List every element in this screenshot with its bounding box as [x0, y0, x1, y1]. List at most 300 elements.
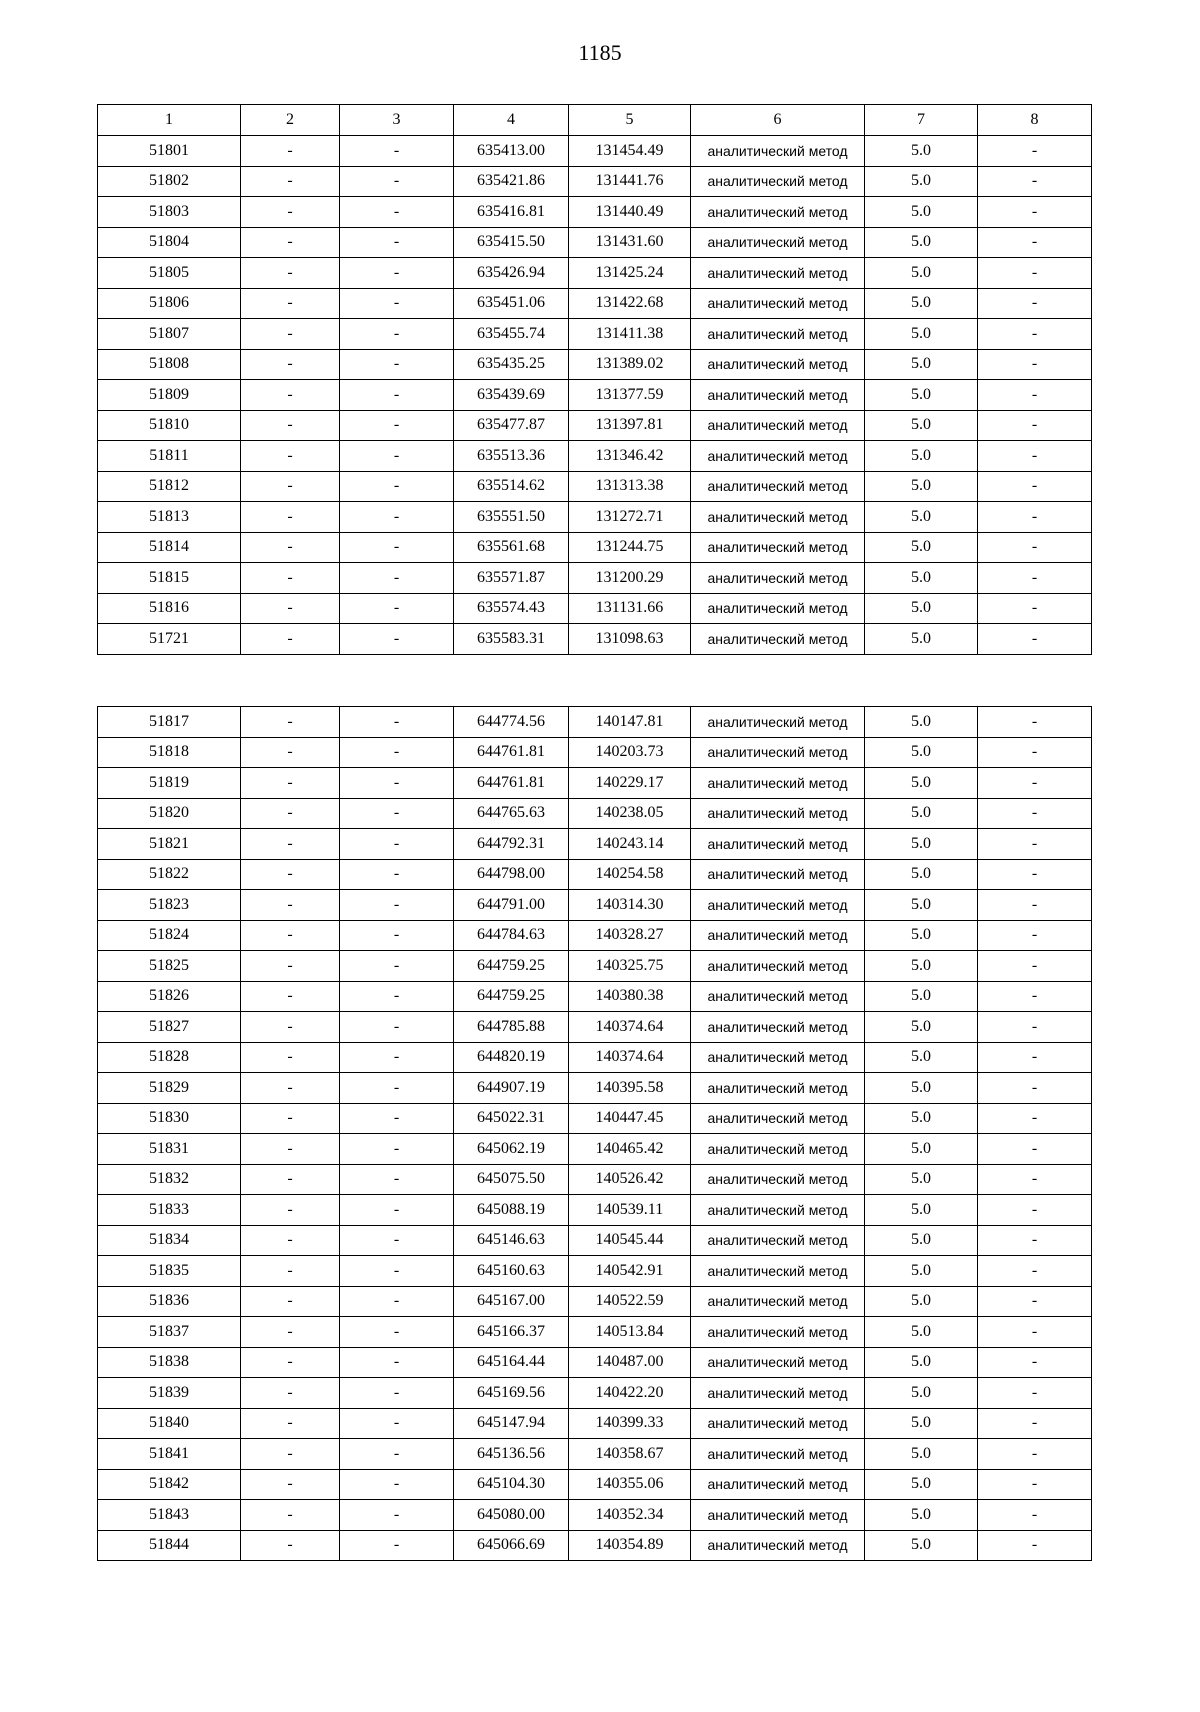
table-cell-col-3: - — [340, 227, 454, 258]
table-cell-col-3: - — [340, 1256, 454, 1287]
table-cell-col-1: 51825 — [98, 951, 241, 982]
table-cell-col-5: 131131.66 — [569, 593, 691, 624]
table-cell-col-8: - — [978, 1408, 1092, 1439]
table-cell-col-4: 635415.50 — [454, 227, 569, 258]
table-cell-col-8: - — [978, 768, 1092, 799]
table-cell-col-8: - — [978, 707, 1092, 738]
table-cell-col-7: 5.0 — [865, 707, 978, 738]
table-cell-col-2: - — [241, 1378, 340, 1409]
table-cell-col-4: 645080.00 — [454, 1500, 569, 1531]
table-cell-col-5: 140147.81 — [569, 707, 691, 738]
table-cell-col-3: - — [340, 951, 454, 982]
table-cell-col-2: - — [241, 319, 340, 350]
table-cell-col-4: 645062.19 — [454, 1134, 569, 1165]
table-cell-col-3: - — [340, 981, 454, 1012]
table-cell-col-4: 644907.19 — [454, 1073, 569, 1104]
table-cell-col-2: - — [241, 258, 340, 289]
table-cell-col-1: 51803 — [98, 197, 241, 228]
table-cell-col-6: аналитический метод — [691, 258, 865, 289]
table-cell-col-6: аналитический метод — [691, 1347, 865, 1378]
table-cell-col-6: аналитический метод — [691, 1469, 865, 1500]
table-cell-col-1: 51829 — [98, 1073, 241, 1104]
table-cell-col-2: - — [241, 1256, 340, 1287]
table-cell-col-8: - — [978, 1073, 1092, 1104]
table-cell-col-6: аналитический метод — [691, 166, 865, 197]
table-cell-col-3: - — [340, 1317, 454, 1348]
table-row — [98, 227, 1092, 258]
table-cell-col-5: 131425.24 — [569, 258, 691, 289]
table-cell-col-3: - — [340, 1439, 454, 1470]
table-cell-col-8: - — [978, 737, 1092, 768]
table-cell-col-5: 131244.75 — [569, 532, 691, 563]
table-cell-col-4: 635416.81 — [454, 197, 569, 228]
table-cell-col-7: 5.0 — [865, 1408, 978, 1439]
table-cell-col-3: - — [340, 1073, 454, 1104]
table-row — [98, 563, 1092, 594]
table-cell-col-6: аналитический метод — [691, 136, 865, 167]
table-cell-col-2: - — [241, 890, 340, 921]
table-cell-col-8: - — [978, 951, 1092, 982]
table-cell-col-8: - — [978, 502, 1092, 533]
table-cell-col-1: 51830 — [98, 1103, 241, 1134]
table-cell-col-8: - — [978, 1347, 1092, 1378]
table-cell-col-3: - — [340, 502, 454, 533]
table-cell-col-5: 131313.38 — [569, 471, 691, 502]
table-header-row — [98, 105, 1092, 136]
table-cell-col-8: - — [978, 532, 1092, 563]
table-row — [98, 1500, 1092, 1531]
table-row — [98, 829, 1092, 860]
table-cell-col-5: 140422.20 — [569, 1378, 691, 1409]
table-cell-col-7: 5.0 — [865, 1164, 978, 1195]
table-cell-col-7: 5.0 — [865, 380, 978, 411]
table-cell-col-3: - — [340, 768, 454, 799]
table-cell-col-4: 645164.44 — [454, 1347, 569, 1378]
table-cell-col-8: - — [978, 1256, 1092, 1287]
table-cell-col-7: 5.0 — [865, 859, 978, 890]
column-header: 3 — [340, 105, 454, 136]
table-cell-col-6: аналитический метод — [691, 1073, 865, 1104]
table-row — [98, 1042, 1092, 1073]
column-header: 5 — [569, 105, 691, 136]
table-cell-col-1: 51844 — [98, 1530, 241, 1561]
table-row — [98, 951, 1092, 982]
table-cell-col-7: 5.0 — [865, 1347, 978, 1378]
table-cell-col-8: - — [978, 1225, 1092, 1256]
table-cell-col-2: - — [241, 166, 340, 197]
table-cell-col-8: - — [978, 1134, 1092, 1165]
table-cell-col-1: 51811 — [98, 441, 241, 472]
table-cell-col-6: аналитический метод — [691, 1317, 865, 1348]
table-cell-col-6: аналитический метод — [691, 829, 865, 860]
table-row — [98, 1378, 1092, 1409]
table-cell-col-2: - — [241, 1347, 340, 1378]
table-cell-col-8: - — [978, 563, 1092, 594]
table-cell-col-6: аналитический метод — [691, 532, 865, 563]
table-cell-col-3: - — [340, 349, 454, 380]
table-cell-col-5: 131422.68 — [569, 288, 691, 319]
table-cell-col-4: 635583.31 — [454, 624, 569, 655]
table-cell-col-3: - — [340, 707, 454, 738]
table-cell-col-8: - — [978, 288, 1092, 319]
column-header: 1 — [98, 105, 241, 136]
table-cell-col-5: 140526.42 — [569, 1164, 691, 1195]
table-cell-col-4: 645066.69 — [454, 1530, 569, 1561]
table-cell-col-2: - — [241, 920, 340, 951]
table-cell-col-8: - — [978, 859, 1092, 890]
table-cell-col-2: - — [241, 227, 340, 258]
table-cell-col-2: - — [241, 593, 340, 624]
table-row — [98, 920, 1092, 951]
table-cell-col-2: - — [241, 1439, 340, 1470]
table-cell-col-2: - — [241, 1225, 340, 1256]
table-cell-col-8: - — [978, 227, 1092, 258]
table-cell-col-2: - — [241, 563, 340, 594]
table-cell-col-8: - — [978, 380, 1092, 411]
table-cell-col-7: 5.0 — [865, 288, 978, 319]
table-cell-col-2: - — [241, 1286, 340, 1317]
table-cell-col-8: - — [978, 624, 1092, 655]
table-cell-col-5: 131440.49 — [569, 197, 691, 228]
table-cell-col-8: - — [978, 1103, 1092, 1134]
table-cell-col-6: аналитический метод — [691, 349, 865, 380]
table-cell-col-1: 51833 — [98, 1195, 241, 1226]
table-cell-col-5: 140545.44 — [569, 1225, 691, 1256]
table-cell-col-6: аналитический метод — [691, 563, 865, 594]
table-cell-col-7: 5.0 — [865, 1378, 978, 1409]
table-cell-col-2: - — [241, 349, 340, 380]
table-cell-col-6: аналитический метод — [691, 981, 865, 1012]
table-cell-col-3: - — [340, 593, 454, 624]
table-row — [98, 890, 1092, 921]
table-row — [98, 380, 1092, 411]
table-cell-col-6: аналитический метод — [691, 890, 865, 921]
table-cell-col-2: - — [241, 502, 340, 533]
table-cell-col-7: 5.0 — [865, 1256, 978, 1287]
table-cell-col-1: 51807 — [98, 319, 241, 350]
table-cell-col-4: 635513.36 — [454, 441, 569, 472]
table-cell-col-7: 5.0 — [865, 890, 978, 921]
table-cell-col-5: 131441.76 — [569, 166, 691, 197]
table-cell-col-6: аналитический метод — [691, 1195, 865, 1226]
table-cell-col-4: 635451.06 — [454, 288, 569, 319]
table-cell-col-4: 644765.63 — [454, 798, 569, 829]
table-cell-col-3: - — [340, 258, 454, 289]
table-cell-col-6: аналитический метод — [691, 859, 865, 890]
table-cell-col-6: аналитический метод — [691, 1500, 865, 1531]
table-cell-col-6: аналитический метод — [691, 380, 865, 411]
table-cell-col-2: - — [241, 1195, 340, 1226]
table-cell-col-2: - — [241, 532, 340, 563]
coordinates-table-top — [97, 104, 1092, 655]
table-cell-col-1: 51802 — [98, 166, 241, 197]
table-cell-col-5: 131431.60 — [569, 227, 691, 258]
table-cell-col-6: аналитический метод — [691, 1134, 865, 1165]
table-cell-col-6: аналитический метод — [691, 410, 865, 441]
table-cell-col-5: 131272.71 — [569, 502, 691, 533]
table-row — [98, 1225, 1092, 1256]
table-row — [98, 258, 1092, 289]
table-cell-col-5: 140352.34 — [569, 1500, 691, 1531]
table-cell-col-4: 635455.74 — [454, 319, 569, 350]
column-header: 7 — [865, 105, 978, 136]
table-cell-col-5: 131411.38 — [569, 319, 691, 350]
table-cell-col-4: 645146.63 — [454, 1225, 569, 1256]
table-cell-col-8: - — [978, 1195, 1092, 1226]
table-row — [98, 1530, 1092, 1561]
table-cell-col-2: - — [241, 380, 340, 411]
table-cell-col-3: - — [340, 380, 454, 411]
table-cell-col-7: 5.0 — [865, 1195, 978, 1226]
table-row — [98, 1347, 1092, 1378]
table-cell-col-8: - — [978, 1042, 1092, 1073]
table-cell-col-5: 140447.45 — [569, 1103, 691, 1134]
table-cell-col-6: аналитический метод — [691, 737, 865, 768]
table-cell-col-5: 140399.33 — [569, 1408, 691, 1439]
table-cell-col-4: 645160.63 — [454, 1256, 569, 1287]
table-cell-col-3: - — [340, 798, 454, 829]
table-cell-col-3: - — [340, 829, 454, 860]
table-cell-col-6: аналитический метод — [691, 1225, 865, 1256]
table-cell-col-5: 140358.67 — [569, 1439, 691, 1470]
table-cell-col-7: 5.0 — [865, 197, 978, 228]
table-cell-col-6: аналитический метод — [691, 1012, 865, 1043]
table-cell-col-7: 5.0 — [865, 319, 978, 350]
table-cell-col-1: 51828 — [98, 1042, 241, 1073]
table-cell-col-1: 51838 — [98, 1347, 241, 1378]
table-cell-col-6: аналитический метод — [691, 593, 865, 624]
table-cell-col-1: 51842 — [98, 1469, 241, 1500]
table-cell-col-1: 51834 — [98, 1225, 241, 1256]
table-cell-col-6: аналитический метод — [691, 1042, 865, 1073]
table-row — [98, 1164, 1092, 1195]
table-cell-col-3: - — [340, 197, 454, 228]
table-cell-col-7: 5.0 — [865, 951, 978, 982]
table-cell-col-8: - — [978, 1469, 1092, 1500]
table-cell-col-4: 635561.68 — [454, 532, 569, 563]
table-row — [98, 768, 1092, 799]
table-cell-col-4: 635551.50 — [454, 502, 569, 533]
table-cell-col-7: 5.0 — [865, 532, 978, 563]
table-cell-col-4: 644784.63 — [454, 920, 569, 951]
table-cell-col-2: - — [241, 1530, 340, 1561]
table-cell-col-1: 51721 — [98, 624, 241, 655]
table-cell-col-2: - — [241, 410, 340, 441]
table-cell-col-8: - — [978, 798, 1092, 829]
table-cell-col-3: - — [340, 319, 454, 350]
table-row — [98, 471, 1092, 502]
table-cell-col-1: 51812 — [98, 471, 241, 502]
table-cell-col-1: 51837 — [98, 1317, 241, 1348]
table-row — [98, 410, 1092, 441]
table-cell-col-1: 51821 — [98, 829, 241, 860]
table-cell-col-5: 140238.05 — [569, 798, 691, 829]
table-cell-col-3: - — [340, 1378, 454, 1409]
table-cell-col-2: - — [241, 737, 340, 768]
table-cell-col-7: 5.0 — [865, 1103, 978, 1134]
table-row — [98, 798, 1092, 829]
table-cell-col-3: - — [340, 1530, 454, 1561]
table-row — [98, 532, 1092, 563]
table-cell-col-6: аналитический метод — [691, 920, 865, 951]
table-cell-col-1: 51809 — [98, 380, 241, 411]
table-cell-col-2: - — [241, 197, 340, 228]
table-cell-col-1: 51808 — [98, 349, 241, 380]
table-cell-col-6: аналитический метод — [691, 319, 865, 350]
table-cell-col-8: - — [978, 349, 1092, 380]
table-row — [98, 1469, 1092, 1500]
table-cell-col-3: - — [340, 1225, 454, 1256]
table-cell-col-3: - — [340, 136, 454, 167]
table-cell-col-1: 51835 — [98, 1256, 241, 1287]
table-cell-col-7: 5.0 — [865, 1317, 978, 1348]
table-row — [98, 319, 1092, 350]
table-cell-col-7: 5.0 — [865, 1012, 978, 1043]
table-cell-col-7: 5.0 — [865, 1225, 978, 1256]
table-cell-col-1: 51806 — [98, 288, 241, 319]
table-cell-col-4: 644792.31 — [454, 829, 569, 860]
table-cell-col-3: - — [340, 1469, 454, 1500]
table-cell-col-1: 51831 — [98, 1134, 241, 1165]
table-cell-col-7: 5.0 — [865, 1500, 978, 1531]
table-cell-col-1: 51820 — [98, 798, 241, 829]
table-row — [98, 707, 1092, 738]
table-cell-col-6: аналитический метод — [691, 197, 865, 228]
table-cell-col-2: - — [241, 798, 340, 829]
table-cell-col-7: 5.0 — [865, 624, 978, 655]
table-cell-col-7: 5.0 — [865, 1439, 978, 1470]
table-cell-col-3: - — [340, 624, 454, 655]
table-cell-col-5: 140539.11 — [569, 1195, 691, 1226]
table-cell-col-7: 5.0 — [865, 1042, 978, 1073]
table-cell-col-1: 51836 — [98, 1286, 241, 1317]
table-row — [98, 1408, 1092, 1439]
table-cell-col-3: - — [340, 859, 454, 890]
table-cell-col-1: 51816 — [98, 593, 241, 624]
table-cell-col-7: 5.0 — [865, 349, 978, 380]
table-cell-col-8: - — [978, 410, 1092, 441]
table-cell-col-6: аналитический метод — [691, 1256, 865, 1287]
table-cell-col-8: - — [978, 829, 1092, 860]
table-cell-col-5: 140374.64 — [569, 1012, 691, 1043]
table-cell-col-4: 645022.31 — [454, 1103, 569, 1134]
table-cell-col-7: 5.0 — [865, 1530, 978, 1561]
table-cell-col-8: - — [978, 166, 1092, 197]
table-cell-col-8: - — [978, 258, 1092, 289]
table-cell-col-6: аналитический метод — [691, 1286, 865, 1317]
table-cell-col-2: - — [241, 981, 340, 1012]
table-cell-col-1: 51841 — [98, 1439, 241, 1470]
table-row — [98, 1317, 1092, 1348]
table-cell-col-5: 131389.02 — [569, 349, 691, 380]
table-cell-col-1: 51832 — [98, 1164, 241, 1195]
table-cell-col-5: 140513.84 — [569, 1317, 691, 1348]
table-row — [98, 197, 1092, 228]
table-row — [98, 1195, 1092, 1226]
table-cell-col-8: - — [978, 890, 1092, 921]
table-cell-col-3: - — [340, 471, 454, 502]
table-cell-col-8: - — [978, 319, 1092, 350]
table-cell-col-7: 5.0 — [865, 471, 978, 502]
table-cell-col-1: 51818 — [98, 737, 241, 768]
table-cell-col-4: 644785.88 — [454, 1012, 569, 1043]
table-cell-col-7: 5.0 — [865, 920, 978, 951]
table-cell-col-2: - — [241, 1103, 340, 1134]
table-row — [98, 1012, 1092, 1043]
table-cell-col-6: аналитический метод — [691, 768, 865, 799]
table-cell-col-3: - — [340, 1012, 454, 1043]
table-cell-col-7: 5.0 — [865, 1469, 978, 1500]
page-number: 1185 — [578, 40, 622, 65]
table-cell-col-5: 131397.81 — [569, 410, 691, 441]
table-cell-col-1: 51823 — [98, 890, 241, 921]
table-cell-col-7: 5.0 — [865, 768, 978, 799]
table-cell-col-7: 5.0 — [865, 981, 978, 1012]
table-cell-col-4: 635571.87 — [454, 563, 569, 594]
table-cell-col-5: 140395.58 — [569, 1073, 691, 1104]
table-row — [98, 441, 1092, 472]
table-row — [98, 502, 1092, 533]
table-cell-col-2: - — [241, 859, 340, 890]
table-cell-col-3: - — [340, 890, 454, 921]
table-cell-col-2: - — [241, 1042, 340, 1073]
column-header: 2 — [241, 105, 340, 136]
table-cell-col-6: аналитический метод — [691, 707, 865, 738]
table-cell-col-2: - — [241, 471, 340, 502]
table-row — [98, 1286, 1092, 1317]
table-cell-col-5: 140487.00 — [569, 1347, 691, 1378]
table-cell-col-4: 644761.81 — [454, 768, 569, 799]
table-cell-col-7: 5.0 — [865, 136, 978, 167]
table-cell-col-4: 645088.19 — [454, 1195, 569, 1226]
table-cell-col-2: - — [241, 1500, 340, 1531]
table-cell-col-7: 5.0 — [865, 593, 978, 624]
table-cell-col-8: - — [978, 136, 1092, 167]
table-cell-col-6: аналитический метод — [691, 471, 865, 502]
table-cell-col-3: - — [340, 288, 454, 319]
table-cell-col-3: - — [340, 737, 454, 768]
table-cell-col-3: - — [340, 920, 454, 951]
table-row — [98, 981, 1092, 1012]
table-cell-col-1: 51817 — [98, 707, 241, 738]
table-cell-col-6: аналитический метод — [691, 624, 865, 655]
table-cell-col-2: - — [241, 1164, 340, 1195]
table-cell-col-3: - — [340, 166, 454, 197]
table-cell-col-3: - — [340, 1164, 454, 1195]
table-cell-col-3: - — [340, 532, 454, 563]
table-cell-col-2: - — [241, 624, 340, 655]
table-cell-col-5: 140229.17 — [569, 768, 691, 799]
table-cell-col-4: 644759.25 — [454, 981, 569, 1012]
table-cell-col-5: 140465.42 — [569, 1134, 691, 1165]
table-cell-col-2: - — [241, 1134, 340, 1165]
table-cell-col-6: аналитический метод — [691, 288, 865, 319]
table-cell-col-1: 51815 — [98, 563, 241, 594]
table-cell-col-1: 51839 — [98, 1378, 241, 1409]
table-cell-col-8: - — [978, 441, 1092, 472]
table-cell-col-4: 645075.50 — [454, 1164, 569, 1195]
table-row — [98, 737, 1092, 768]
table-cell-col-7: 5.0 — [865, 1073, 978, 1104]
table-cell-col-4: 645167.00 — [454, 1286, 569, 1317]
table-row — [98, 1073, 1092, 1104]
table-cell-col-8: - — [978, 593, 1092, 624]
table-cell-col-8: - — [978, 1530, 1092, 1561]
table-cell-col-1: 51819 — [98, 768, 241, 799]
table-cell-col-8: - — [978, 1286, 1092, 1317]
table-cell-col-6: аналитический метод — [691, 1164, 865, 1195]
table-cell-col-5: 131200.29 — [569, 563, 691, 594]
